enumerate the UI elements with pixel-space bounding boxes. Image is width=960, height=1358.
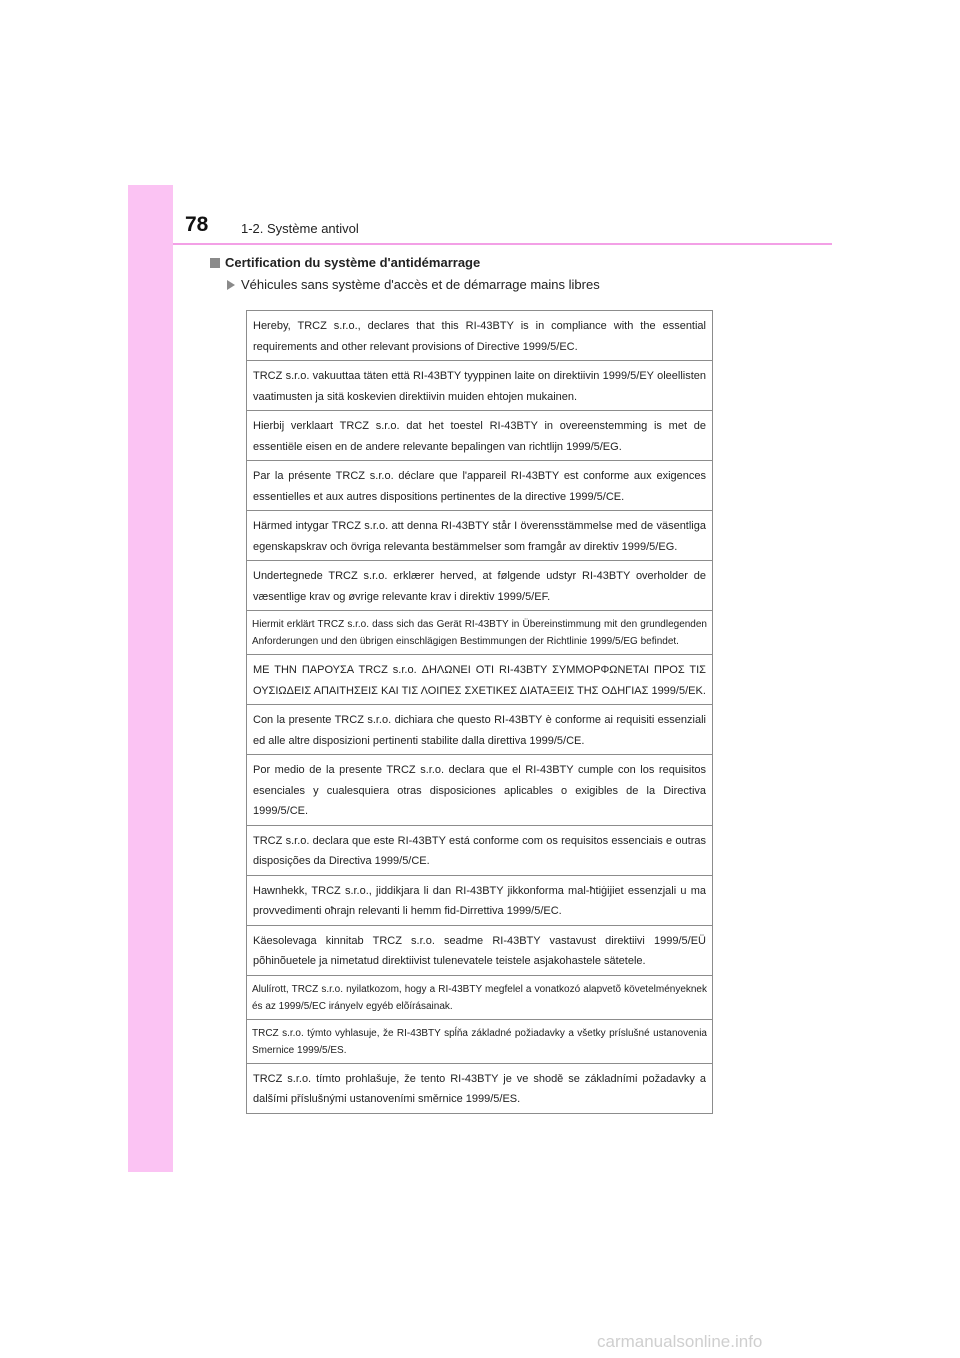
declaration-row <box>247 511 713 561</box>
declaration-cell: Undertegnede TRCZ s.r.o. erklærer herved, at følgende udstyr RI-43BTY overholder de væsentlige krav og øvrige relevante krav i direktiv 1999/5/EF. <box>247 561 713 611</box>
declaration-cell: ΜΕ ΤΗΝ ΠΑΡΟΥΣΑ TRCZ s.r.o. ΔΗΛΩΝΕΙ ΟΤΙ RI-43BTY ΣΥΜΜΟΡΦΩΝΕΤΑΙ ΠΡΟΣ ΤΙΣ ΟΥΣΙΩΔΕΙΣ ΑΠΑΙΤΗΣΕΙΣ ΚΑΙ ΤΙΣ ΛΟΙΠΕΣ ΣΧΕΤΙΚΕΣ ΔΙΑΤΑΞΕΙΣ ΤΗΣ ΟΔΗΓΙΑΣ 1999/5/ΕΚ. <box>247 655 713 705</box>
declaration-row <box>247 825 713 875</box>
declaration-cell: Hawnhekk, TRCZ s.r.o., jiddikjara li dan RI-43BTY jikkonforma mal-ħtiġijiet essenzjali u ma provvedimenti oħrajn relevanti li hemm fid-Dirrettiva 1999/5/EC. <box>247 875 713 925</box>
declaration-row <box>247 705 713 755</box>
declaration-row <box>247 611 713 655</box>
declaration-row <box>247 875 713 925</box>
subheading <box>227 277 600 292</box>
section-heading <box>210 255 480 270</box>
declaration-row <box>247 925 713 975</box>
side-color-band <box>128 185 173 1172</box>
declaration-cell: Hiermit erklärt TRCZ s.r.o. dass sich das Gerät RI-43BTY in Übereinstimmung mit den grundlegenden Anforderungen und den übrigen einschlägigen Bestimmungen der Richtlinie 1999/5/EG befindet. <box>247 611 713 655</box>
declaration-cell: TRCZ s.r.o. declara que este RI-43BTY está conforme com os requisitos essenciais e outras disposições da Directiva 1999/5/CE. <box>247 825 713 875</box>
declaration-cell: Por medio de la presente TRCZ s.r.o. declara que el RI-43BTY cumple con los requisitos esenciales y cualesquiera otras disposiciones aplicables o exigibles de la Directiva 1999/5/CE. <box>247 755 713 826</box>
declaration-cell: Härmed intygar TRCZ s.r.o. att denna RI-43BTY står I överensstämmelse med de väsentliga egenskapskrav och övriga relevanta bestämmelser som framgår av direktiv 1999/5/EG. <box>247 511 713 561</box>
declaration-cell: Hereby, TRCZ s.r.o., declares that this RI-43BTY is in compliance with the essential requirements and other relevant provisions of Directive 1999/5/EC. <box>247 311 713 361</box>
declaration-cell: TRCZ s.r.o. vakuuttaa täten että RI-43BTY tyyppinen laite on direktiivin 1999/5/EY oleellisten vaatimusten ja sitä koskevien direktiivin muiden ehtojen mukainen. <box>247 361 713 411</box>
declaration-row <box>247 461 713 511</box>
triangle-bullet-icon <box>227 280 235 290</box>
declaration-row <box>247 1019 713 1063</box>
declaration-cell: Alulírott, TRCZ s.r.o. nyilatkozom, hogy a RI-43BTY megfelel a vonatkozó alapvetõ követelményeknek és az 1999/5/EC irányelv egyéb elõírásainak. <box>247 975 713 1019</box>
declaration-row <box>247 411 713 461</box>
declaration-row <box>247 311 713 361</box>
square-bullet-icon <box>210 258 220 268</box>
section-title: 1-2. Système antivol <box>241 221 359 236</box>
declaration-row <box>247 361 713 411</box>
declarations-table <box>246 310 713 1114</box>
declaration-cell: Par la présente TRCZ s.r.o. déclare que l'appareil RI-43BTY est conforme aux exigences essentielles et aux autres dispositions pertinentes de la directive 1999/5/CE. <box>247 461 713 511</box>
header-rule <box>173 243 832 245</box>
declaration-row <box>247 755 713 826</box>
declaration-row <box>247 975 713 1019</box>
declaration-cell: TRCZ s.r.o. tímto prohlašuje, že tento RI-43BTY je ve shodě se základními požadavky a dalšími příslušnými ustanoveními směrnice 1999/5/ES. <box>247 1063 713 1113</box>
declaration-cell: Hierbij verklaart TRCZ s.r.o. dat het toestel RI-43BTY in overeenstemming is met de essentiële eisen en de andere relevante bepalingen van richtlijn 1999/5/EG. <box>247 411 713 461</box>
declaration-cell: Con la presente TRCZ s.r.o. dichiara che questo RI-43BTY è conforme ai requisiti essenziali ed alle altre disposizioni pertinenti stabilite dalla direttiva 1999/5/CE. <box>247 705 713 755</box>
section-heading-text: Certification du système d'antidémarrage <box>225 255 481 270</box>
watermark: carmanualsonline.info <box>597 1332 763 1351</box>
declaration-row <box>247 561 713 611</box>
declaration-cell: Käesolevaga kinnitab TRCZ s.r.o. seadme RI-43BTY vastavust direktiivi 1999/5/EÜ põhinõuetele ja nimetatud direktiivist tulenevatele teistele asjakohastele sätetele. <box>247 925 713 975</box>
declaration-cell: TRCZ s.r.o. týmto vyhlasuje, že RI-43BTY spĺňa základné požiadavky a všetky príslušné ustanovenia Smernice 1999/5/ES. <box>247 1019 713 1063</box>
declaration-row <box>247 1063 713 1113</box>
page-number: 78 <box>185 213 209 236</box>
declaration-row <box>247 655 713 705</box>
subheading-text: Véhicules sans système d'accès et de démarrage mains libres <box>241 277 600 292</box>
declarations-table-body <box>247 311 713 1114</box>
